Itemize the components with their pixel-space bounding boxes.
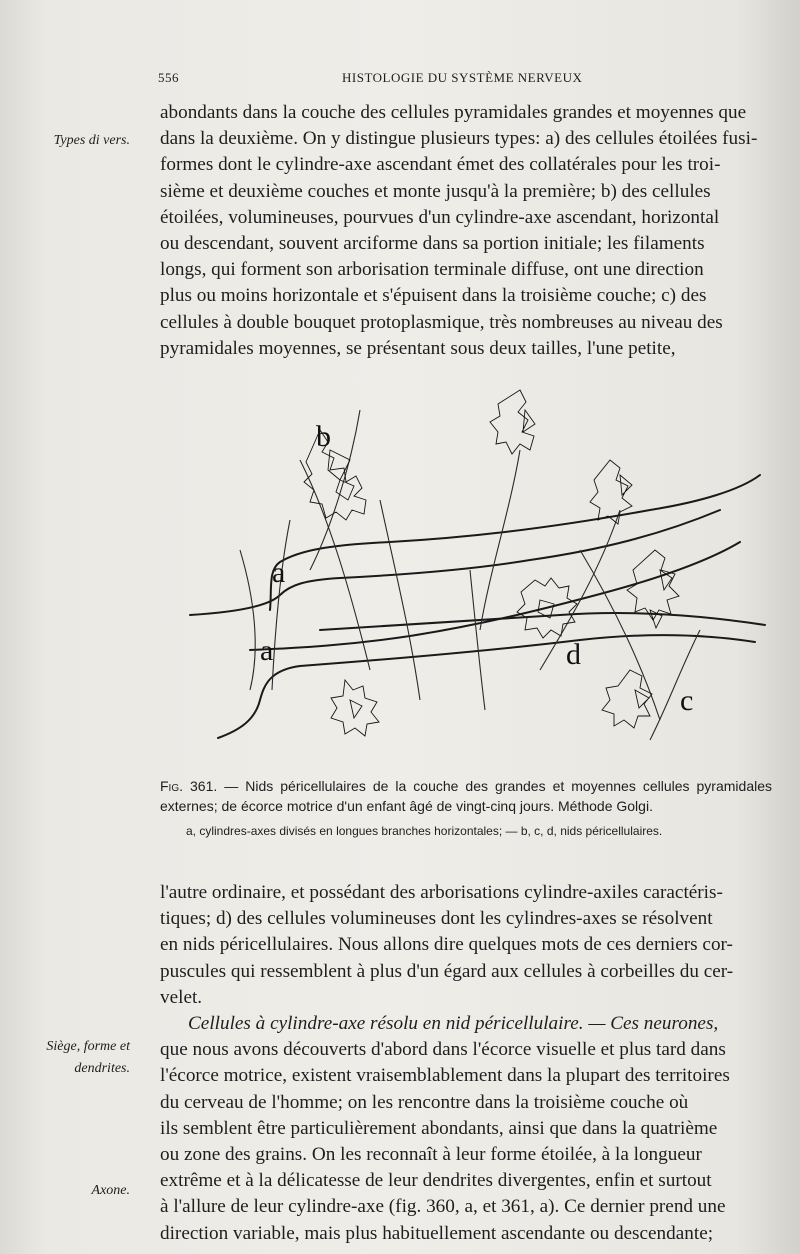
text-line: direction variable, mais plus habituellement ascendante ou descendante; [160, 1222, 714, 1244]
nest-c [627, 550, 679, 628]
page-number: 556 [158, 70, 179, 85]
nest-b-upper [490, 390, 535, 454]
text-line: longs, qui forment son arborisation terminale diffuse, ont une direction [160, 259, 704, 281]
text-line: velet. [160, 986, 203, 1008]
text-line: du cerveau de l'homme; on les rencontre dans la troisième couche où [160, 1091, 689, 1113]
label-a-upper: a [272, 556, 286, 589]
label-b: b [316, 420, 331, 453]
caption-text: — Nids péricellulaires de la couche des grandes et moyennes cellules pyramidales externes; de écorce motrice d'un enfant âgé de vingt-cinq jours. Méthode Golgi. [160, 778, 772, 814]
text-line: abondants dans la couche des cellules pyramidales grandes et moyennes que [160, 102, 747, 123]
caption-legend: a, cylindres-axes divisés en longues branches horizontales; — b, c, d, nids péricellulaires. [186, 824, 663, 838]
text-line: puscules qui ressemblent à plus d'un égard aux cellules à corbeilles du cer- [160, 960, 734, 982]
fiber [272, 520, 290, 690]
axon-horizontal-long [320, 613, 765, 630]
text-line: sième et deuxième couches et monte jusqu'à la première; b) des cellules [160, 180, 711, 202]
margin-note-types: Types di vers. [53, 133, 130, 148]
text-line: cellules à double bouquet protoplasmique, très nombreuses au niveau des [160, 311, 723, 333]
caption-main [160, 776, 772, 816]
text-line: formes dont le cylindre-axe ascendant émet des collatérales pour les troi- [160, 154, 721, 176]
paragraph-1 [160, 100, 778, 362]
fiber [300, 460, 370, 670]
fiber [480, 450, 520, 630]
axon-a-upper [190, 510, 720, 615]
fiber [240, 550, 255, 690]
text-line: l'autre ordinaire, et possédant des arborisations cylindre-axiles caractéris- [160, 882, 723, 903]
nest-b [304, 430, 366, 520]
text-line: tiques; d) des cellules volumineuses dont les cylindres-axes se résolvent [160, 908, 713, 930]
running-title: HISTOLOGIE DU SYSTÈME NERVEUX [342, 70, 583, 85]
margin-note-axone: Axone. [91, 1183, 130, 1198]
fiber [470, 570, 485, 710]
axon-a-upper-branch [270, 475, 760, 610]
text-line: en nids péricellulaires. Nous allons dire quelques mots de ces derniers cor- [160, 934, 733, 956]
margin-note-siege: Siège, forme et dendrites. [46, 1039, 130, 1076]
text-line: à l'allure de leur cylindre-axe (fig. 360, a, et 361, a). Ce dernier prend une [160, 1196, 726, 1218]
text-line: Cellules à cylindre-axe résolu en nid péricellulaire. — Ces neurones, [188, 1013, 719, 1035]
text-line: ou zone des grains. On les reconnaît à leur forme étoilée, à la longueur [160, 1144, 702, 1166]
running-header [158, 70, 768, 90]
label-c: c [680, 684, 694, 717]
text-line: étoilées, volumineuses, pourvues d'un cylindre-axe ascendant, horizontal [160, 206, 720, 228]
text-line: dans la deuxième. On y distingue plusieurs types: a) des cellules étoilées fusi- [160, 128, 758, 150]
paragraph-2 [160, 880, 778, 1247]
text-line: que nous avons découverts d'abord dans l'écorce visuelle et plus tard dans [160, 1039, 726, 1061]
text-line: ou descendant, souvent arciforme dans sa portion initiale; les filaments [160, 233, 705, 255]
label-a-lower: a [260, 634, 274, 667]
fiber [380, 500, 420, 700]
nest-bottom-left [331, 680, 379, 736]
text-line: extrême et à la délicatesse de leur dendrites divergentes, enfin et surtout [160, 1170, 712, 1192]
figure-caption [160, 776, 772, 838]
text-line: ils semblent être particulièrement abondants, ainsi que dans la quatrième [160, 1117, 718, 1139]
caption-label: Fig. 361. [160, 778, 218, 794]
label-d: d [566, 638, 581, 671]
text-line: l'écorce motrice, existent vraisemblablement dans la plupart des territoires [160, 1065, 730, 1087]
figure-361-illustration [180, 370, 770, 770]
text-line: pyramidales moyennes, se présentant sous deux tailles, l'une petite, [160, 337, 676, 359]
text-line: plus ou moins horizontale et s'épuisent dans la troisième couche; c) des [160, 285, 707, 307]
